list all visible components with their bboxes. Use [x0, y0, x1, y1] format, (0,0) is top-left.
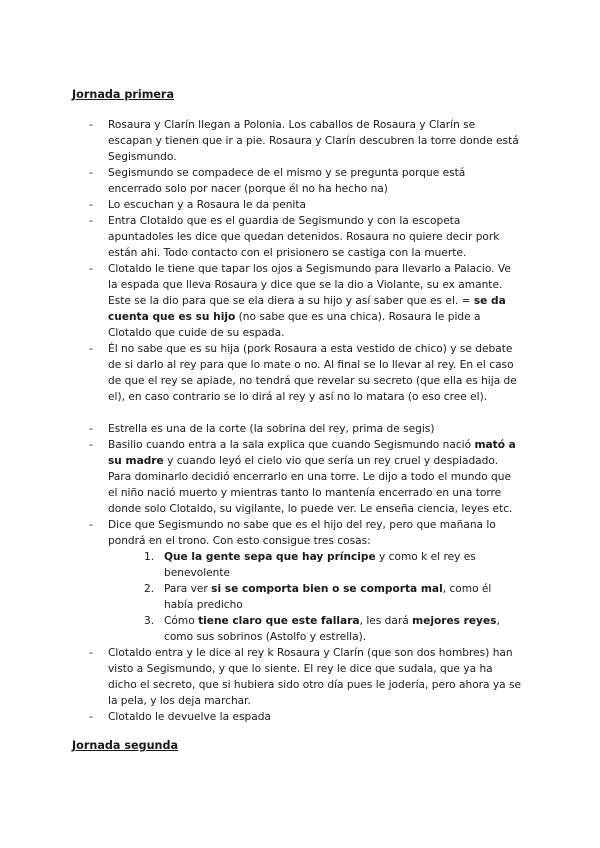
list-item: [0, 117, 522, 165]
notes-list: [0, 117, 600, 725]
bullet-dash: -: [89, 439, 93, 451]
body-text: Para ver: [164, 583, 212, 595]
numbered-item: [144, 581, 522, 613]
body-text: Dice que Segismundo no sabe que es el hijo del rey, pero que mañana lo pondrá en el trono. Con esto consigue tres cosas:: [108, 519, 496, 547]
numbered-item: [144, 613, 522, 645]
bullet-dash: -: [89, 199, 93, 211]
bullet-dash: -: [89, 711, 93, 723]
list-item: [0, 709, 522, 725]
emphasis-text: Que la gente sepa que hay príncipe: [164, 551, 376, 563]
bullet-dash: -: [89, 167, 93, 179]
emphasis-text: mejores reyes: [412, 615, 497, 627]
body-text: Él no sabe que es su hija (pork Rosaura a esta vestido de chico) y se debate de si darlo al rey para que lo mate o no. Al final se lo llevar al rey. En el caso de que el rey se apiade, no tendrá que revelar su secreto (que ella es hija de el), en caso contrario se lo dirá al rey y así no lo matara (o eso cree el).: [108, 343, 517, 403]
body-text: Basilio cuando entra a la sala explica que cuando Segismundo nació: [108, 439, 475, 451]
list-item: [0, 261, 522, 341]
list-item: [0, 197, 522, 213]
numbered-sublist: [108, 549, 522, 645]
bullet-dash: -: [89, 423, 93, 435]
blank-line: [0, 405, 522, 421]
numbered-item: [144, 549, 522, 581]
body-text: Lo escuchan y a Rosaura le da penita: [108, 199, 307, 211]
list-item: [0, 437, 522, 517]
body-text: Rosaura y Clarín llegan a Polonia. Los caballos de Rosaura y Clarín se escapan y tienen que ir a pie. Rosaura y Clarín descubren la torre donde está Segismundo.: [108, 119, 519, 163]
body-text: Cómo: [164, 615, 199, 627]
bullet-dash: -: [89, 263, 93, 275]
bullet-dash: -: [89, 343, 93, 355]
item-number: 1.: [144, 551, 155, 563]
body-text: , como él había predicho: [164, 583, 492, 611]
list-item: [0, 213, 522, 261]
body-text: Clotaldo entra y le dice al rey k Rosaura y Clarín (que son dos hombres) han visto a Segismundo, y que lo siente. El rey le dice que sudala, que ya ha dicho el secreto, que si hubiera sido otro día pues le jodería, pero ahora ya se la pela, y los deja marchar.: [108, 647, 522, 707]
body-text: Estrella es una de la corte (la sobrina del rey, prima de segis): [108, 423, 435, 435]
item-number: 2.: [144, 583, 155, 595]
body-text: , como sus sobrinos (Astolfo y estrella).: [164, 615, 500, 643]
emphasis-text: si se comporta bien o se comporta mal: [211, 583, 443, 595]
body-text: Segismundo se compadece de el mismo y se pregunta porque está encerrado solo por nacer (porque él no ha hecho na): [108, 167, 466, 195]
emphasis-text: tiene claro que este fallara: [198, 615, 360, 627]
section-heading-jornada-primera: Jornada primera: [72, 88, 175, 101]
body-text: , les dará: [359, 615, 413, 627]
body-text: y cuando leyó el cielo vio que sería un rey cruel y despiadado. Para dominarlo decidió encerrarlo en una torre. Le dijo a todo el mundo que el niño nació muerto y mientras tanto lo mantenía encerrado en una torre donde solo Clotaldo, su vigilante, lo puede ver. Le enseña ciencia, leyes etc.: [108, 455, 513, 515]
body-text: y como k el rey es benevolente: [164, 551, 476, 579]
body-text: Clotaldo le devuelve la espada: [108, 711, 271, 723]
body-text: (no sabe que es una chica). Rosaura le pide a Clotaldo que cuide de su espada.: [108, 311, 481, 339]
item-number: 3.: [144, 615, 155, 627]
list-item: [0, 421, 522, 437]
list-item: [0, 165, 522, 197]
bullet-dash: -: [89, 647, 93, 659]
body-text: Entra Clotaldo que es el guardia de Segismundo y con la escopeta apuntadoles les dice que quedan detenidos. Rosaura no quiere decir pork están ahi. Todo contacto con el prisionero se castiga con la muerte.: [108, 215, 500, 259]
section-heading-jornada-segunda: Jornada segunda: [72, 739, 179, 752]
bullet-dash: -: [89, 215, 93, 227]
emphasis-text: se da cuenta que es su hijo: [108, 295, 506, 323]
bullet-dash: -: [89, 119, 93, 131]
list-item: [0, 645, 522, 709]
bullet-dash: -: [89, 519, 93, 531]
list-item: [0, 341, 522, 405]
body-text: Clotaldo le tiene que tapar los ojos a Segismundo para llevarlo a Palacio. Ve la espada que lleva Rosaura y dice que se la dio a Violante, su ex amante. Este se la dio para que se ela diera a su hijo y así saber que es el. =: [108, 263, 511, 307]
list-item: [0, 517, 522, 645]
emphasis-text: mató a su madre: [108, 439, 516, 467]
